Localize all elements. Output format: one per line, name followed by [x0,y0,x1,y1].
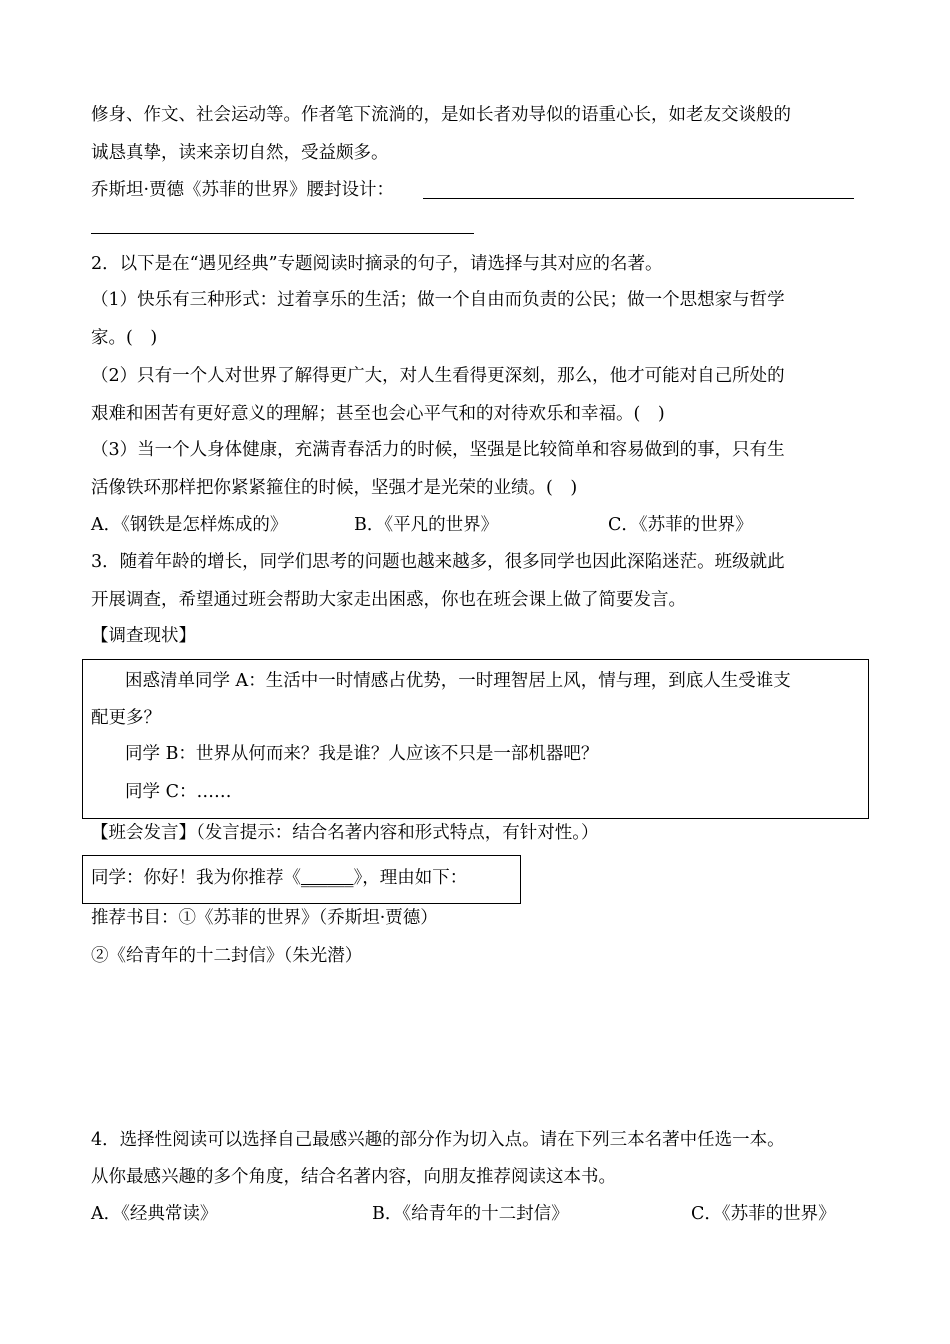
q2-option-b: B．《平凡的世界》 [354,515,499,535]
speech-line [91,866,467,890]
q2-sentence-2-line-1: （2）只有一个人对世界了解得更广大，对人生看得更深刻，那么，他才可能对自己所处的 [91,366,785,386]
survey-box-line-1: 困惑清单同学 A：生活中一时情感占优势，一时理智居上风，情与理，到底人生受谁支 [125,671,791,691]
q2-stem: 2．以下是在“遇见经典”专题阅读时摘录的句子，请选择与其对应的名著。 [91,254,663,274]
recommended-books-line-2: ②《给青年的十二封信》（朱光潜） [91,946,363,966]
survey-box-line-2: 配更多？ [91,708,161,728]
q2-sentence-2-line-2: 艰难和困苦有更好意义的理解；甚至也会心平气和的对待欢乐和幸福。( ) [91,404,665,424]
q3-stem-line-2: 开展调查，希望通过班会帮助大家走出困惑，你也在班会课上做了简要发言。 [91,590,686,610]
intro-line-1: 修身、作文、社会运动等。作者笔下流淌的，是如长者劝导似的语重心长，如老友交谈般的 [91,105,791,125]
waistband-design-label: 乔斯坦·贾德《苏菲的世界》腰封设计： [91,180,395,200]
recommended-books-line-1: 推荐书目：①《苏菲的世界》（乔斯坦·贾德） [91,908,438,928]
speech-heading: 【班会发言】（发言提示：结合名著内容和形式特点，有针对性。） [91,823,599,843]
q3-stem-line-1: 3．随着年龄的增长，同学们思考的问题也越来越多，很多同学也因此深陷迷茫。班级就此 [91,552,785,572]
q4-option-a: A．《经典常读》 [91,1204,218,1224]
q4-option-b: B．《给青年的十二封信》 [372,1204,569,1224]
q2-sentence-1-line-1: （1）快乐有三种形式：过着享乐的生活；做一个自由而负责的公民；做一个思想家与哲学 [91,290,785,310]
q2-option-c: C．《苏菲的世界》 [608,515,753,535]
q2-sentence-3-line-2: 活像铁环那样把你紧紧箍住的时候，坚强才是光荣的业绩。( ) [91,478,578,498]
q4-option-c: C．《苏菲的世界》 [691,1204,836,1224]
q2-option-a: A．《钢铁是怎样炼成的》 [91,515,288,535]
q4-stem-line-1: 4．选择性阅读可以选择自己最感兴趣的部分作为切入点。请在下列三本名著中任选一本。 [91,1130,785,1150]
survey-heading: 【调查现状】 [91,626,196,646]
answer-blank-line-2[interactable] [91,233,474,234]
answer-blank-line-1[interactable] [423,198,854,199]
survey-box-line-4: 同学 C：…… [125,782,232,802]
q4-stem-line-2: 从你最感兴趣的多个角度，结合名著内容，向朋友推荐阅读这本书。 [91,1167,616,1187]
q2-sentence-3-line-1: （3）当一个人身体健康，充满青春活力的时候，坚强是比较简单和容易做到的事，只有生 [91,440,785,460]
survey-box-line-3: 同学 B：世界从何而来？我是谁？人应该不只是一部机器吧？ [125,744,599,764]
speech-prefix: 同学：你好！我为你推荐《 [91,868,301,888]
intro-line-2: 诚恳真挚，读来亲切自然，受益颇多。 [91,143,389,163]
q2-sentence-1-line-2: 家。( ) [91,328,158,348]
book-title-blank[interactable]: ______ [301,868,354,888]
speech-suffix: 》，理由如下： [353,868,468,888]
